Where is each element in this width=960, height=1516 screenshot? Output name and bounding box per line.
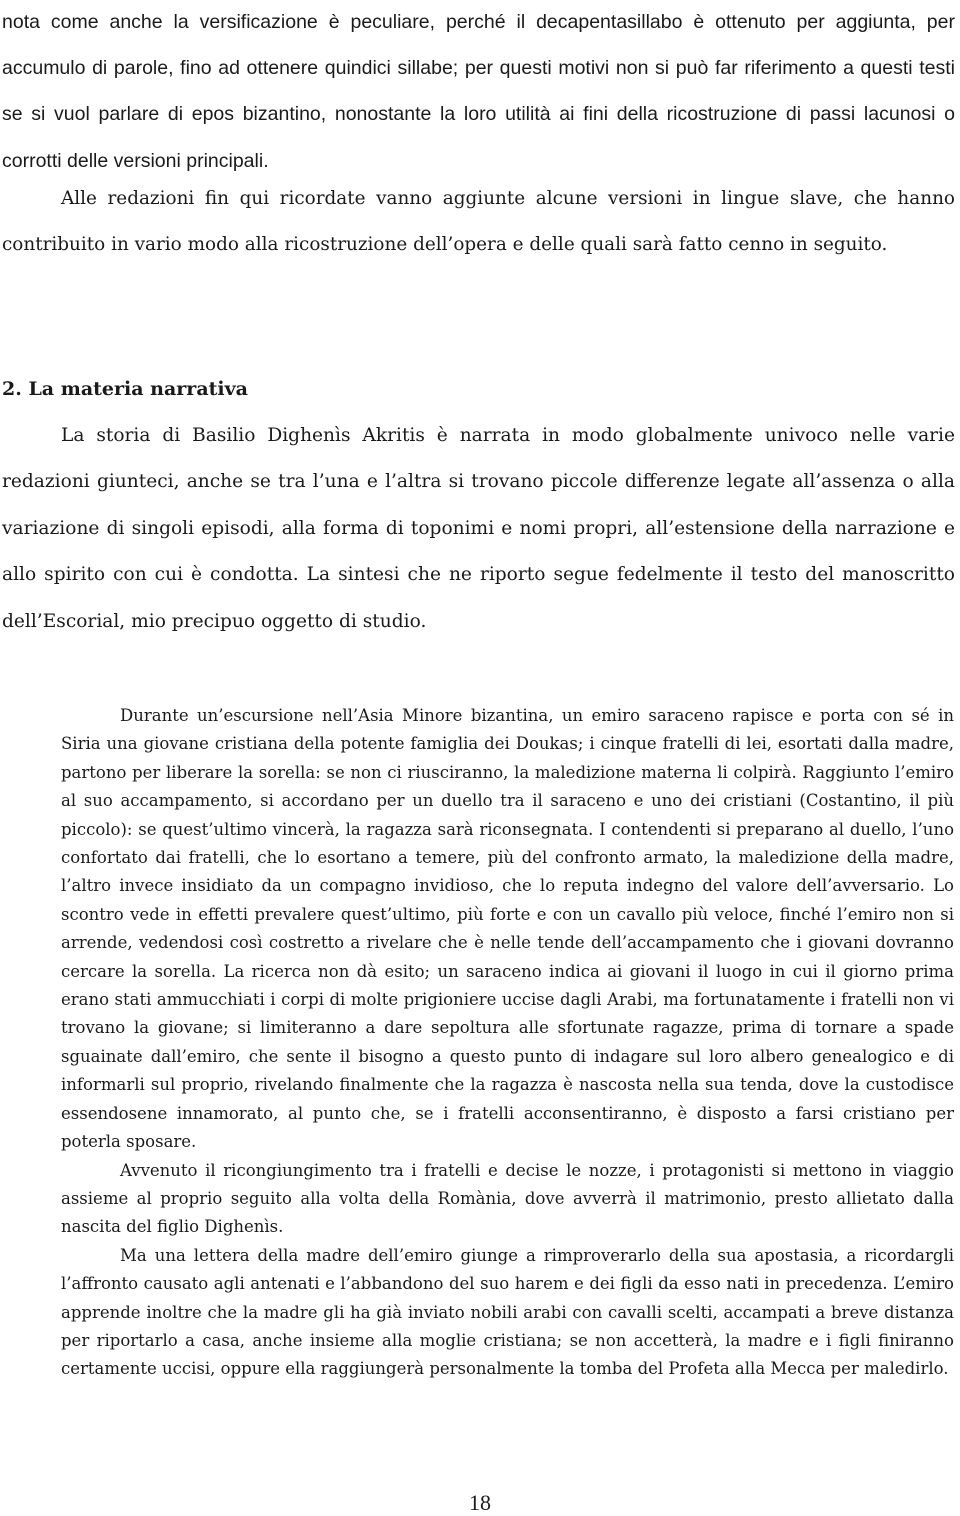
intro-paragraph xyxy=(2,0,955,184)
section-heading: 2. La materia narrativa xyxy=(2,378,248,400)
summary-paragraph-1: Durante un’escursione nell’Asia Minore bizantina, un emiro saraceno rapisce e porta con sé in Siria una giovane cristiana della potente famiglia dei Doukas; i cinque fratelli di lei, esortati dalla madre, partono per liberare la sorella: se non ci riusciranno, la maledizione materna li colpirà. Raggiunto l’emiro al suo accampamento, si accordano per un duello tra il saraceno e uno dei cristiani (Costantino, il più piccolo): se quest’ultimo vincerà, la ragazza sarà riconsegnata. I contendenti si preparano al duello, l’uno confortato dai fratelli, che lo esortano a temere, più del confronto armato, la maledizione della madre, l’altro invece insidiato da un compagno invidioso, che lo reputa indegno del valore dell’avversario. Lo scontro vede in effetti prevalere quest’ultimo, più forte e con un cavallo più veloce, finché l’emiro non si arrende, vedendosi così costretto a rivelare che è nelle tende dell’accampamento che i giovani dovranno cercare la sorella. La ricerca non dà esito; un saraceno indica ai giovani il luogo in cui il giorno prima erano stati ammucchiati i corpi di molte prigioniere uccise dagli Arabi, ma fortunatamente i fratelli non vi trovano la giovane; si limiteranno a dare sepoltura alle sfortunate ragazze, prima di tornare a spade sguainate dall’emiro, che sente il bisogno a questo punto di indagare sul loro albero genealogico e di informarli sul proprio, rivelando finalmente che la ragazza è nascosta nella sua tenda, dove la custodisce essendosene innamorato, al punto che, se i fratelli acconsentiranno, è disposto a farsi cristiano per poterla sposare. xyxy=(61,706,954,1152)
page-number: 18 xyxy=(469,1490,491,1515)
intro-paragraph-text: nota come anche la versificazione è peculiare, perché il decapentasillabo è ottenuto per aggiunta, per accumulo di parole, fino ad ottenere quindici sillabe; per questi motivi non si può far riferimento a questi testi se si vuol parlare di epos bizantino, nonostante la loro utilità ai fini della ricostruzione di passi lacunosi o corrotti delle versioni principali. xyxy=(2,11,955,172)
summary-paragraph-2: Avvenuto il ricongiungimento tra i fratelli e decise le nozze, i protagonisti si mettono in viaggio assieme al proprio seguito alla volta della Romània, dove avverrà il matrimonio, presto allietato dalla nascita del figlio Dighenìs. xyxy=(61,1160,954,1237)
slavic-versions-paragraph: Alle redazioni fin qui ricordate vanno aggiunte alcune versioni in lingue slave, che hanno contribuito in vario modo alla ricostruzione dell’opera e delle quali sarà fatto cenno in seguito. xyxy=(2,188,955,256)
summary-paragraph-3: Ma una lettera della madre dell’emiro giunge a rimproverarlo della sua apostasia, a ricordargli l’affronto causato agli antenati e l’abbandono del suo harem e dei figli da esso nati in precedenza. L’emiro apprende inoltre che la madre gli ha già inviato nobili arabi con cavalli scelti, accampati a breve distanza per riportarlo a casa, anche insieme alla moglie cristiana; se non accetterà, la madre e i figli finiranno certamente uccisi, oppure ella raggiungerà personalmente la tomba del Profeta alla Mecca per maledirlo. xyxy=(61,1245,954,1379)
plot-summary-block xyxy=(61,702,954,1384)
section-paragraph: La storia di Basilio Dighenìs Akritis è narrata in modo globalmente univoco nelle varie redazioni giunteci, anche se tra l’una e l’altra si trovano piccole differenze legate all’assenza o alla variazione di singoli episodi, alla forma di toponimi e nomi propri, all’estensione della narrazione e allo spirito con cui è condotta. La sintesi che ne riporto segue fedelmente il testo del manoscritto dell’Escorial, mio precipuo oggetto di studio. xyxy=(2,425,955,632)
